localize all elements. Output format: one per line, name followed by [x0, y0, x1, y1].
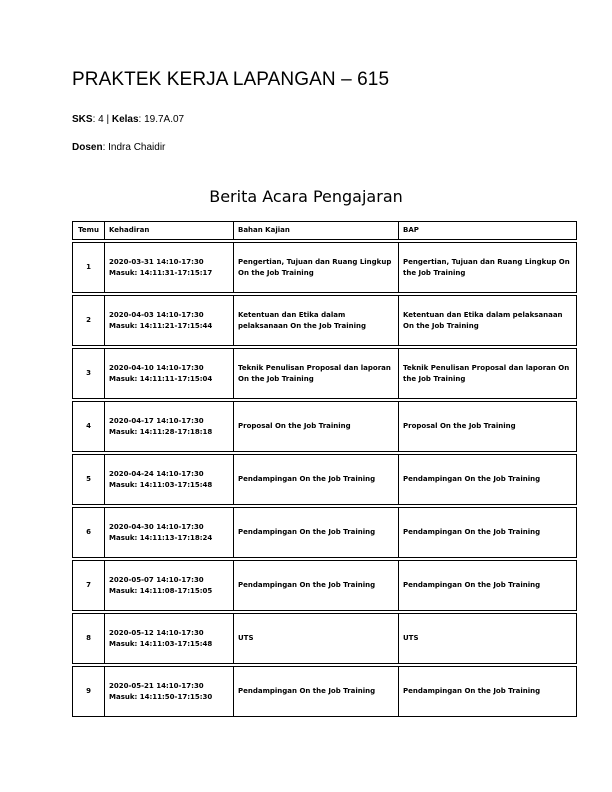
cell-bahan-kajian: Pendampingan On the Job Training	[234, 561, 399, 611]
col-header-bahan-kajian: Bahan Kajian	[234, 222, 399, 240]
document-title: PRAKTEK KERJA LAPANGAN – 615	[72, 69, 390, 90]
cell-temu: 5	[73, 455, 105, 505]
cell-bahan-kajian: Teknik Penulisan Proposal dan laporan On the Job Training	[234, 349, 399, 399]
cell-kehadiran	[105, 349, 234, 399]
sks-value: : 4 |	[92, 114, 112, 125]
attendance-time: Masuk: 14:11:21-17:15:44	[109, 321, 213, 330]
cell-bahan-kajian: Pendampingan On the Job Training	[234, 508, 399, 558]
table-row	[73, 561, 577, 611]
schedule-time: 2020-04-30 14:10-17:30	[109, 523, 204, 532]
attendance-time: Masuk: 14:11:03-17:15:48	[109, 639, 213, 648]
cell-temu: 4	[73, 402, 105, 452]
cell-bap: Pendampingan On the Job Training	[399, 508, 577, 558]
table-row	[73, 349, 577, 399]
lecturer-meta	[72, 142, 165, 153]
cell-kehadiran	[105, 561, 234, 611]
schedule-time: 2020-05-21 14:10-17:30	[109, 682, 204, 691]
schedule-time: 2020-05-12 14:10-17:30	[109, 629, 204, 638]
attendance-time: Masuk: 14:11:03-17:15:48	[109, 480, 213, 489]
table-row	[73, 296, 577, 346]
kelas-label: Kelas	[111, 114, 139, 125]
table-header-row	[73, 222, 577, 240]
attendance-time: Masuk: 14:11:50-17:15:30	[109, 692, 213, 701]
cell-kehadiran	[105, 296, 234, 346]
cell-bap: Teknik Penulisan Proposal dan laporan On the Job Training	[399, 349, 577, 399]
sks-label: SKS	[72, 114, 93, 125]
cell-bap: Pendampingan On the Job Training	[399, 455, 577, 505]
cell-kehadiran	[105, 667, 234, 717]
table-row	[73, 667, 577, 717]
col-header-temu: Temu	[73, 222, 105, 240]
col-header-bap: BAP	[399, 222, 577, 240]
attendance-time: Masuk: 14:11:13-17:18:24	[109, 533, 213, 542]
cell-kehadiran	[105, 243, 234, 293]
bap-table	[72, 221, 577, 717]
cell-bap: Pendampingan On the Job Training	[399, 667, 577, 717]
cell-temu: 1	[73, 243, 105, 293]
cell-kehadiran	[105, 402, 234, 452]
cell-kehadiran	[105, 455, 234, 505]
kelas-value: : 19.7A.07	[138, 114, 185, 125]
cell-temu: 6	[73, 508, 105, 558]
cell-bahan-kajian: Ketentuan dan Etika dalam pelaksanaan On the Job Training	[234, 296, 399, 346]
cell-bahan-kajian: Pendampingan On the Job Training	[234, 667, 399, 717]
cell-bap: Proposal On the Job Training	[399, 402, 577, 452]
cell-kehadiran	[105, 508, 234, 558]
table-row	[73, 243, 577, 293]
course-meta	[72, 114, 184, 125]
cell-bap: Ketentuan dan Etika dalam pelaksanaan On the Job Training	[399, 296, 577, 346]
cell-bap: Pengertian, Tujuan dan Ruang Lingkup On the Job Training	[399, 243, 577, 293]
cell-bap: UTS	[399, 614, 577, 664]
schedule-time: 2020-04-17 14:10-17:30	[109, 417, 204, 426]
cell-temu: 8	[73, 614, 105, 664]
cell-kehadiran	[105, 614, 234, 664]
attendance-time: Masuk: 14:11:28-17:18:18	[109, 427, 213, 436]
cell-temu: 9	[73, 667, 105, 717]
schedule-time: 2020-03-31 14:10-17:30	[109, 258, 204, 267]
attendance-time: Masuk: 14:11:31-17:15:17	[109, 268, 213, 277]
cell-bahan-kajian: Pengertian, Tujuan dan Ruang Lingkup On the Job Training	[234, 243, 399, 293]
schedule-time: 2020-04-10 14:10-17:30	[109, 364, 204, 373]
cell-bahan-kajian: UTS	[234, 614, 399, 664]
section-title: Berita Acara Pengajaran	[209, 187, 403, 206]
schedule-time: 2020-04-24 14:10-17:30	[109, 470, 204, 479]
attendance-time: Masuk: 14:11:08-17:15:05	[109, 586, 213, 595]
table-row	[73, 614, 577, 664]
schedule-time: 2020-05-07 14:10-17:30	[109, 576, 204, 585]
table-row	[73, 508, 577, 558]
cell-bahan-kajian: Pendampingan On the Job Training	[234, 455, 399, 505]
cell-temu: 3	[73, 349, 105, 399]
col-header-kehadiran: Kehadiran	[105, 222, 234, 240]
cell-bahan-kajian: Proposal On the Job Training	[234, 402, 399, 452]
table-row	[73, 402, 577, 452]
dosen-value: : Indra Chaidir	[102, 142, 166, 153]
cell-bap: Pendampingan On the Job Training	[399, 561, 577, 611]
cell-temu: 2	[73, 296, 105, 346]
dosen-label: Dosen	[72, 142, 103, 153]
attendance-time: Masuk: 14:11:11-17:15:04	[109, 374, 213, 383]
cell-temu: 7	[73, 561, 105, 611]
table-body	[73, 240, 577, 717]
table-row	[73, 455, 577, 505]
schedule-time: 2020-04-03 14:10-17:30	[109, 311, 204, 320]
